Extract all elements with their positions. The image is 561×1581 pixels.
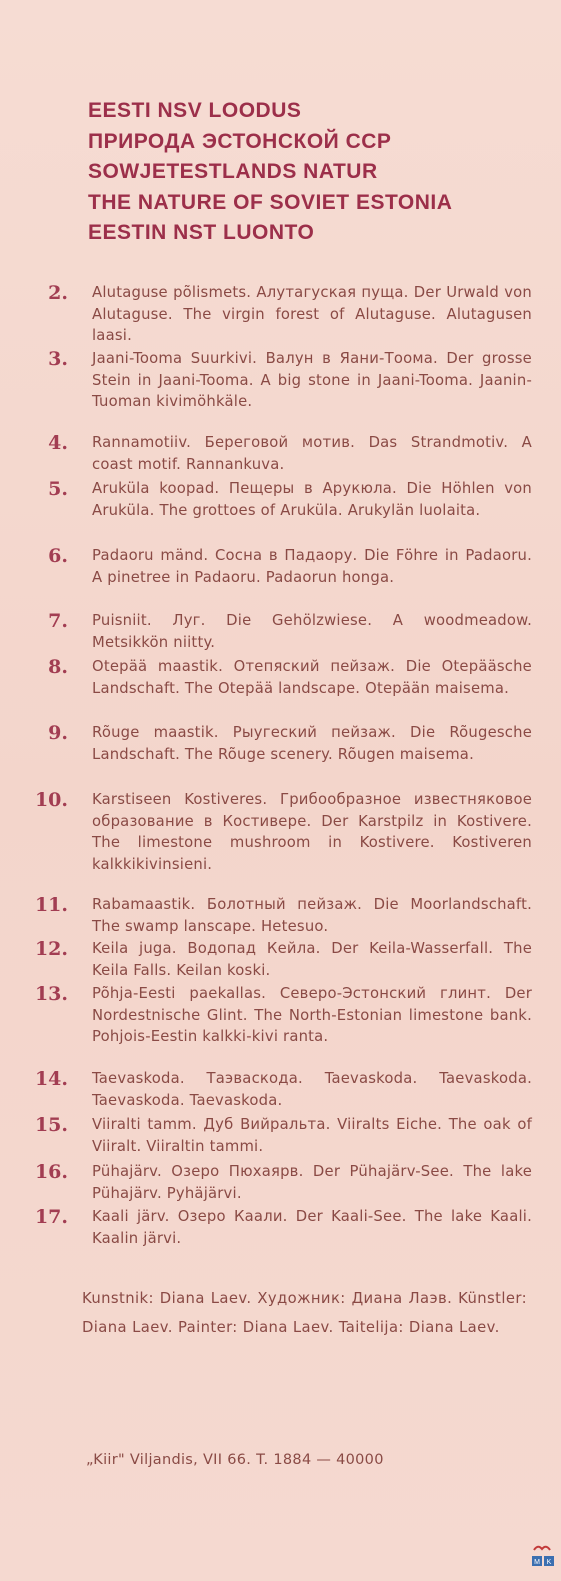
- item-caption: Pühajärv. Озеро Пюхаярв. Der Pühajärv-See. The lake Pühajärv. Pyhäjärvi.: [92, 1163, 532, 1202]
- svg-text:K: K: [546, 1559, 552, 1566]
- artist-credits: Kunstnik: Diana Laev. Художник: Диана Лаэв. Künstler: Diana Laev. Painter: Diana Laev. Taitelija: Diana Laev.: [82, 1290, 527, 1336]
- item-caption: Otepää maastik. Отепяский пейзаж. Die Otepääsche Landschaft. The Otepää landscape. Otepään maisema.: [92, 658, 532, 697]
- item-number: 10.: [34, 789, 68, 811]
- item-caption: Keila juga. Водопад Кейла. Der Keila-Wasserfall. The Keila Falls. Keilan koski.: [92, 940, 532, 979]
- item-caption: Põhja-Eesti paekallas. Северо-Эстонский глинт. Der Nordestnische Glint. The North-Estonian limestone bank. Pohjois-Eestin kalkki-kivi ranta.: [92, 985, 532, 1045]
- item-caption: Aruküla koopad. Пещеры в Арукюла. Die Höhlen von Aruküla. The grottoes of Aruküla. Arukylän luolaita.: [92, 480, 532, 519]
- item-number: 5.: [48, 478, 68, 500]
- item-number: 13.: [34, 983, 68, 1005]
- item-caption: Rabamaastik. Болотный пейзаж. Die Moorlandschaft. The swamp lanscape. Hetesuo.: [92, 896, 532, 935]
- item-number: 17.: [34, 1206, 68, 1228]
- item-caption: Karstiseen Kostiveres. Грибообразное известняковое образование в Костивере. Der Karstpilz in Kostivere. The limestone mushroom in Kostivere. Kostiveren kalkkikivinsieni.: [92, 791, 532, 873]
- item-number: 16.: [34, 1161, 68, 1183]
- item-number: 11.: [34, 894, 68, 916]
- item-caption: Kaali järv. Озеро Каали. Der Kaali-See. The lake Kaali. Kaalin järvi.: [92, 1208, 532, 1247]
- item-caption: Taevaskoda. Таэваскода. Taevaskoda. Taevaskoda. Taevaskoda. Taevaskoda.: [92, 1070, 532, 1109]
- item-number: 2.: [48, 282, 68, 304]
- item-caption: Viiralti tamm. Дуб Вийральта. Viiralts Eiche. The oak of Viiralt. Viiraltin tammi.: [92, 1116, 532, 1155]
- item-number: 3.: [48, 348, 68, 370]
- item-number: 14.: [34, 1068, 68, 1090]
- item-number: 6.: [48, 545, 68, 567]
- title-line-estonian: EESTI NSV LOODUS: [88, 99, 302, 122]
- item-caption: Puisniit. Луг. Die Gehölzwiese. A woodmeadow. Metsikkön niitty.: [92, 612, 532, 651]
- item-number: 7.: [48, 610, 68, 632]
- item-number: 4.: [48, 432, 68, 454]
- item-caption: Rannamotiiv. Береговой мотив. Das Strandmotiv. A coast motif. Rannankuva.: [92, 434, 532, 473]
- item-number: 8.: [48, 656, 68, 678]
- item-caption: Rõuge maastik. Рыугеский пейзаж. Die Rõugesche Landschaft. The Rõuge scenery. Rõugen maisema.: [92, 724, 532, 763]
- title-line-english: THE NATURE OF SOVIET ESTONIA: [88, 190, 453, 214]
- printer-imprint: „Kiir" Viljandis, VII 66. T. 1884 — 40000: [86, 1452, 384, 1468]
- item-number: 15.: [34, 1114, 68, 1136]
- publisher-logo-icon: [530, 1544, 556, 1576]
- title-line-finnish: EESTIN NST LUONTO: [88, 221, 315, 244]
- item-caption: Padaoru mänd. Сосна в Падаору. Die Föhre in Padaoru. A pinetree in Padaoru. Padaorun honga.: [92, 547, 532, 586]
- item-number: 12.: [34, 938, 68, 960]
- item-number: 9.: [48, 722, 68, 744]
- title-line-russian: ПРИРОДА ЭСТОНСКОЙ ССР: [88, 129, 392, 153]
- svg-text:M: M: [534, 1559, 540, 1566]
- item-caption: Jaani-Tooma Suurkivi. Валун в Яани-Тоома. Der grosse Stein in Jaani-Tooma. A big stone in Jaani-Tooma. Jaanin-Tuoman kivimöhkäle.: [92, 350, 532, 410]
- title-line-german: SOWJETESTLANDS NATUR: [88, 160, 378, 183]
- title-block: [88, 96, 452, 249]
- item-caption: Alutaguse põlismets. Алутагуская пуща. Der Urwald von Alutaguse. The virgin forest of Alutaguse. Alutagusen laasi.: [92, 284, 532, 344]
